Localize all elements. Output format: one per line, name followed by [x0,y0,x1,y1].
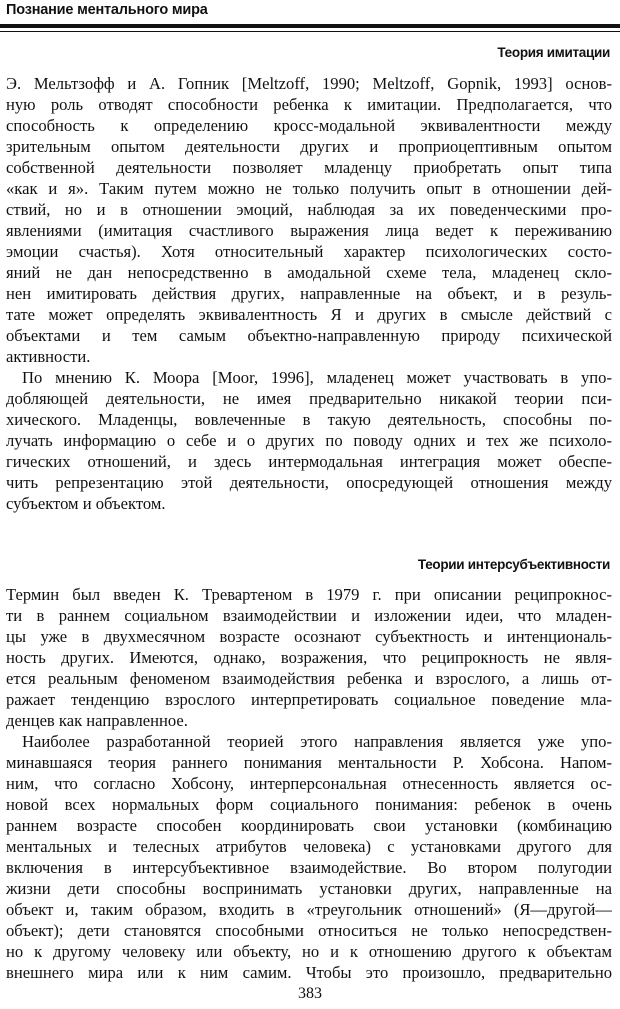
text-line: хического. Младенцы, вовлеченные в такую деятельность, способны по- [6,410,612,429]
text-line: ствий, но и в отношении эмоций, наблюдая за их поведенческими про- [6,200,612,219]
paragraph-intersubjectivity-1 [6,584,612,731]
text-line: минавшаяся теория раннего понимания ментальности Р. Хобсона. Напом- [6,753,612,772]
text-line: новой всех нормальных форм социального понимания: ребенок в очень [6,795,612,814]
text-line: яний не дан непосредственно в амодальной схеме тела, младенец скло- [6,263,612,282]
section-title-imitation: Теория имитации [497,45,610,60]
text-line: внешнего мира или к ним самим. Чтобы это произошло, предварительно [6,963,612,982]
text-line: ется реальным феноменом взаимодействия ребенка и взрослого, а лишь от- [6,669,612,688]
text-line: тате может определять эквивалентность Я и других в смысле действий с [6,305,612,324]
header-rule-thick [0,24,620,28]
text-line: гических отношений, и здесь интермодальная интеграция может обеспе- [6,452,612,471]
paragraph-imitation-2 [6,367,612,514]
text-line: объектами и тем самым объектно-направленную природу психической [6,326,612,345]
text-line: собственной деятельности позволяет младенцу приобретать опыт типа [6,158,612,177]
text-line: явлениями (имитация счастливого выражения лица ведет к переживанию [6,221,612,240]
text-line: объект); дети становятся способными относиться не только непосредствен- [6,921,612,940]
header-rule-thin [0,31,620,32]
paragraph-intersubjectivity-2 [6,731,612,983]
text-line: субъектом и объектом. [6,494,166,513]
running-head: Познание ментального мира [6,2,208,18]
text-line: «как и я». Таким путем можно не только получить опыт в отношении дей- [6,179,612,198]
text-line: объект и, таким образом, входить в «треугольник отношений» (Я—другой— [6,900,612,919]
text-line: ную роль отводят способности ребенка к имитации. Предполагается, что [6,95,612,114]
text-line: ти в раннем социальном взаимодействии и изложении идеи, что младен- [6,606,612,625]
text-line: включения в интерсубъективное взаимодействие. Во втором полугодии [6,858,612,877]
page-number: 383 [298,985,322,1002]
text-line: активности. [6,347,91,366]
text-line: ним, что согласно Хобсону, интерперсональная отнесенность является ос- [6,774,612,793]
text-line: способность к определению кросс-модальной эквивалентности между [6,116,612,135]
text-line: ментальных и телесных атрибутов человека) с установками другого для [6,837,612,856]
text-line: денцев как направленное. [6,711,188,730]
paragraph-imitation-1 [6,73,612,367]
text-line: цы уже в двухмесячном возрасте осознают субъектность и интенциональ- [6,627,612,646]
text-line: Наиболее разработанной теорией этого направления является уже упо- [22,732,612,751]
section-title-intersubjectivity: Теории интерсубъективности [417,557,610,572]
text-line: По мнению К. Моора [Moor, 1996], младенец может участвовать в упо- [22,368,612,387]
text-line: жизни дети способны воспринимать установки других, направленные на [6,879,612,898]
text-line: лучать информацию о себе и о других по поводу одних и тех же психоло- [6,431,612,450]
text-line: Э. Мельтзофф и А. Гопник [Meltzoff, 1990; Meltzoff, Gopnik, 1993] основ- [6,74,612,93]
text-line: добляющей деятельности, не имея предварительно никакой теории пси- [6,389,612,408]
text-line: чить репрезентацию этой деятельности, опосредующей отношения между [6,473,612,492]
text-line: но к другому человеку или объекту, но и к отношению другого к объектам [6,942,612,961]
text-line: ность других. Имеются, однако, возражения, что реципрокность не явля- [6,648,612,667]
text-line: раннем возрасте способен координировать свои установки (комбинацию [6,816,612,835]
text-line: зрительным опытом деятельности других и проприоцептивным опытом [6,137,612,156]
text-line: эмоции счастья). Хотя относительный характер психологических состо- [6,242,612,261]
text-line: нен имитировать действия других, направленные на объект, и в резуль- [6,284,612,303]
text-line: ражает тенденцию взрослого интерпретировать социальное поведение мла- [6,690,612,709]
text-line: Термин был введен К. Тревартеном в 1979 г. при описании реципрокнос- [6,585,612,604]
